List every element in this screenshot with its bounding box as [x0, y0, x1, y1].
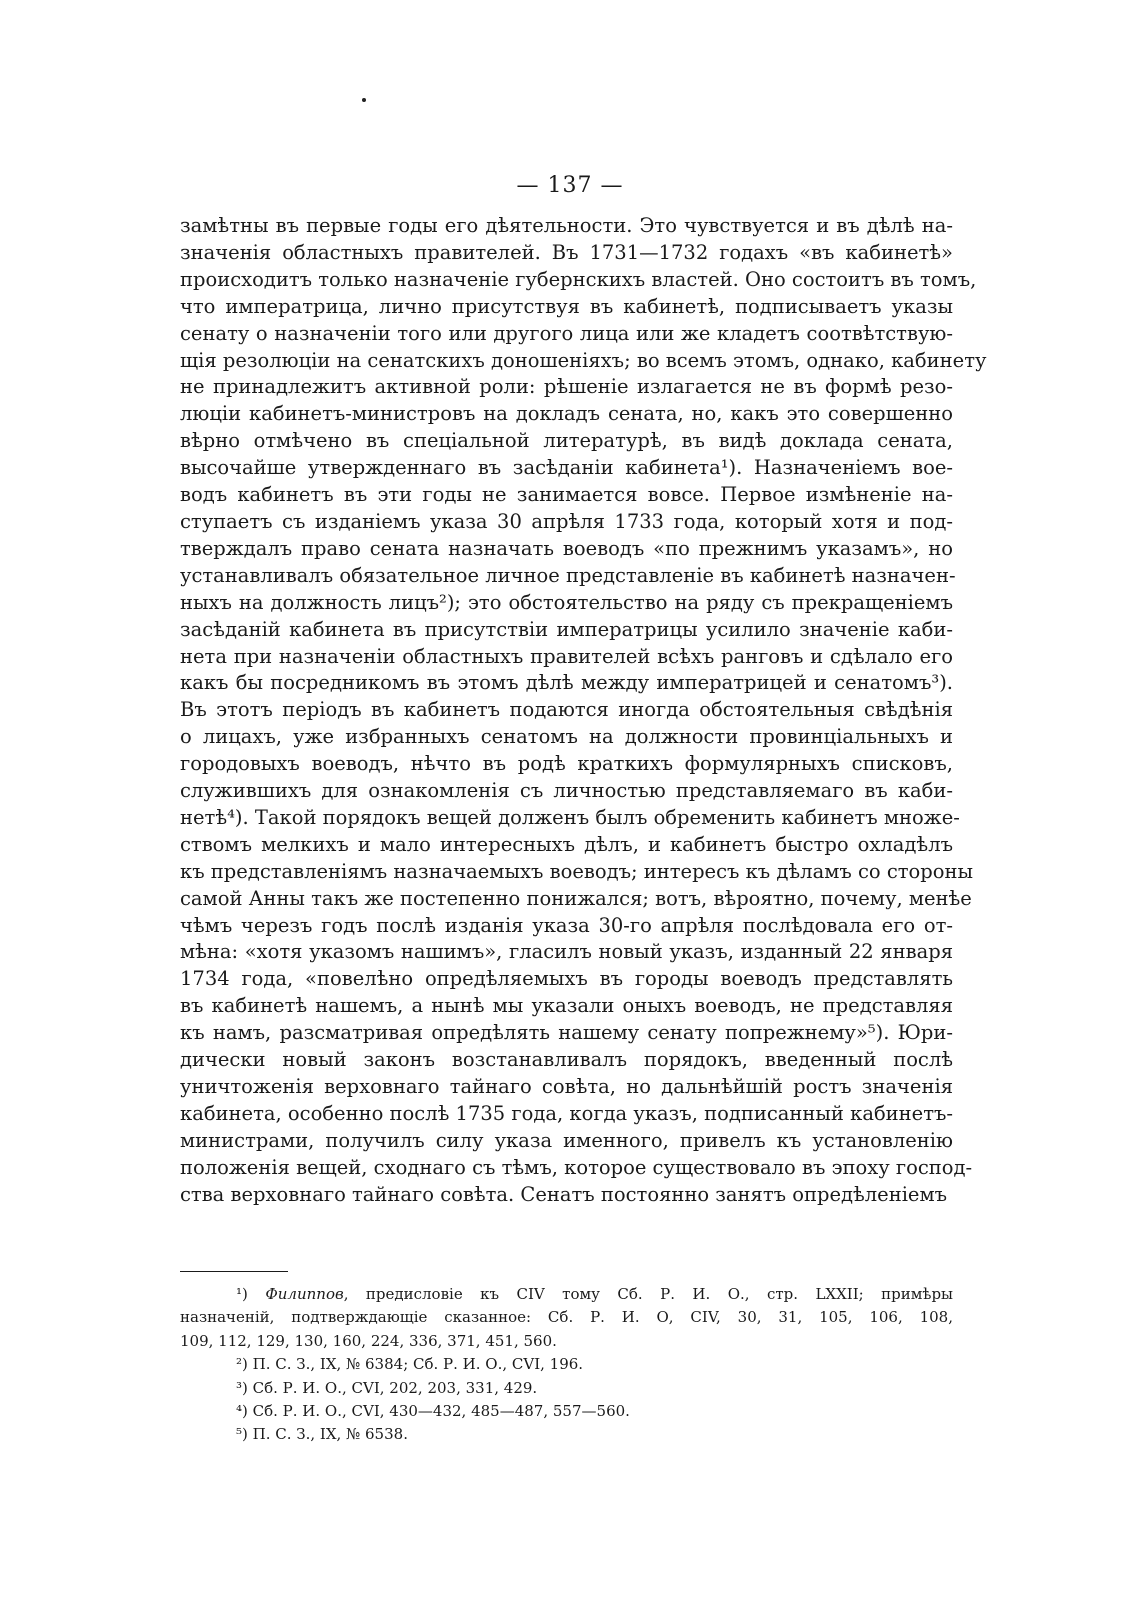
- text-line: тверждалъ право сената назначать воеводъ «по прежнимъ указамъ», но: [180, 536, 953, 560]
- page-speck: [362, 98, 366, 102]
- footnote-1-author: Филиппов: [265, 1285, 344, 1303]
- text-line: къ намъ, разсматривая опредѣлять нашему сенату попрежнему»⁵). Юри-: [180, 1021, 953, 1045]
- text-line: самой Анны такъ же постепенно понижался; вотъ, вѣроятно, почему, менѣе: [180, 886, 972, 910]
- text-line: люціи кабинетъ-министровъ на докладъ сената, но, какъ это совершенно: [180, 402, 953, 426]
- footnote-divider: [180, 1271, 288, 1272]
- text-line: въ кабинетѣ нашемъ, а нынѣ мы указали оныхъ воеводъ, не представляя: [180, 994, 953, 1018]
- text-line: какъ бы посредникомъ въ этомъ дѣлѣ между императрицей и сенатомъ³).: [180, 671, 953, 695]
- footnote-3: ³) Сб. Р. И. О., CVI, 202, 203, 331, 429.: [236, 1378, 538, 1397]
- text-line: не принадлежитъ активной роли: рѣшеніе излагается не въ формѣ резо-: [180, 375, 953, 399]
- text-line: служившихъ для ознакомленія съ личностью представляемаго въ каби-: [180, 779, 953, 803]
- text-line: нета при назначеніи областныхъ правителей всѣхъ ранговъ и сдѣлало его: [180, 644, 953, 668]
- footnote-1: [180, 1283, 953, 1306]
- text-line: что императрица, лично присутствуя въ кабинетѣ, подписываетъ указы: [180, 294, 953, 318]
- text-line: водъ кабинетъ въ эти годы не занимается вовсе. Первое измѣненіе на-: [180, 483, 953, 507]
- text-line: кабинета, особенно послѣ 1735 года, когда указъ, подписанный кабинетъ-: [180, 1101, 953, 1125]
- text-line: происходитъ только назначеніе губернскихъ властей. Оно состоитъ въ томъ,: [180, 267, 977, 291]
- text-line: сенату о назначеніи того или другого лица или же кладетъ соотвѣтствую-: [180, 321, 953, 345]
- text-line: 1734 года, «повелѣно опредѣляемыхъ въ городы воеводъ представлять: [180, 967, 953, 991]
- text-line: нетѣ⁴). Такой порядокъ вещей долженъ былъ обременить кабинетъ множе-: [180, 805, 960, 829]
- text-line: ступаетъ съ изданіемъ указа 30 апрѣля 1733 года, который хотя и под-: [180, 509, 953, 533]
- text-line: о лицахъ, уже избранныхъ сенатомъ на должности провинціальныхъ и: [180, 725, 953, 749]
- footnote-1-continued: 109, 112, 129, 130, 160, 224, 336, 371, 451, 560.: [180, 1331, 557, 1350]
- text-line: мѣна: «хотя указомъ нашимъ», гласилъ новый указъ, изданный 22 января: [180, 940, 953, 964]
- footnote-1-mark: ¹): [236, 1285, 248, 1303]
- body-text: [180, 213, 987, 1209]
- text-line: чѣмъ черезъ годъ послѣ изданія указа 30-го апрѣля послѣдовала его от-: [180, 913, 953, 937]
- text-line: министрами, получилъ силу указа именного, привелъ къ установленію: [180, 1128, 953, 1152]
- footnote-4: ⁴) Сб. Р. И. О., CVI, 430—432, 485—487, 557—560.: [236, 1402, 630, 1421]
- text-line: высочайше утвержденнаго въ засѣданіи кабинета¹). Назначеніемъ вое-: [180, 456, 953, 480]
- footnote-1-text: , предисловіе къ CIV тому Сб. Р. И. О., стр. LXXII; примѣры: [343, 1285, 953, 1303]
- text-line: устанавливалъ обязательное личное представленіе въ кабинетѣ назначен-: [180, 563, 956, 587]
- footnote-1-continued: назначеній, подтверждающіе сказанное: Сб. Р. И. О, CIV, 30, 31, 105, 106, 108,: [180, 1308, 953, 1327]
- text-line: вѣрно отмѣчено въ спеціальной литературѣ, въ видѣ доклада сената,: [180, 429, 953, 453]
- text-line: уничтоженія верховнаго тайнаго совѣта, но дальнѣйшій ростъ значенія: [180, 1075, 953, 1098]
- text-line: замѣтны въ первые годы его дѣятельности. Это чувствуется и въ дѣлѣ на-: [180, 214, 953, 237]
- text-line: ныхъ на должность лицъ²); это обстоятельство на ряду съ прекращеніемъ: [180, 590, 953, 614]
- text-line: щія резолюціи на сенатскихъ доношеніяхъ; во всемъ этомъ, однако, кабинету: [180, 348, 987, 372]
- text-line: ства верховнаго тайнаго совѣта. Сенатъ постоянно занятъ опредѣленіемъ: [180, 1182, 948, 1206]
- page-number: — 137 —: [516, 173, 624, 198]
- footnotes: [180, 1283, 953, 1447]
- text-line: значенія областныхъ правителей. Въ 1731—1732 годахъ «въ кабинетѣ»: [180, 240, 953, 264]
- text-line: дически новый законъ возстанавливалъ порядокъ, введенный послѣ: [180, 1048, 953, 1072]
- text-line: городовыхъ воеводъ, нѣчто въ родѣ краткихъ формулярныхъ списковъ,: [180, 752, 953, 776]
- footnote-2: ²) П. С. З., IX, № 6384; Сб. Р. И. О., CVI, 196.: [236, 1355, 584, 1374]
- text-line: ствомъ мелкихъ и мало интересныхъ дѣлъ, и кабинетъ быстро охладѣлъ: [180, 832, 953, 856]
- text-line: Въ этотъ періодъ въ кабинетъ подаются иногда обстоятельныя свѣдѣнія: [180, 698, 953, 722]
- text-line: положенія вещей, сходнаго съ тѣмъ, которое существовало въ эпоху господ-: [180, 1155, 973, 1179]
- footnote-5: ⁵) П. С. З., IX, № 6538.: [236, 1425, 408, 1444]
- text-line: засѣданій кабинета въ присутствіи императрицы усилило значеніе каби-: [180, 617, 953, 641]
- text-line: къ представленіямъ назначаемыхъ воеводъ; интересъ къ дѣламъ со стороны: [180, 859, 974, 883]
